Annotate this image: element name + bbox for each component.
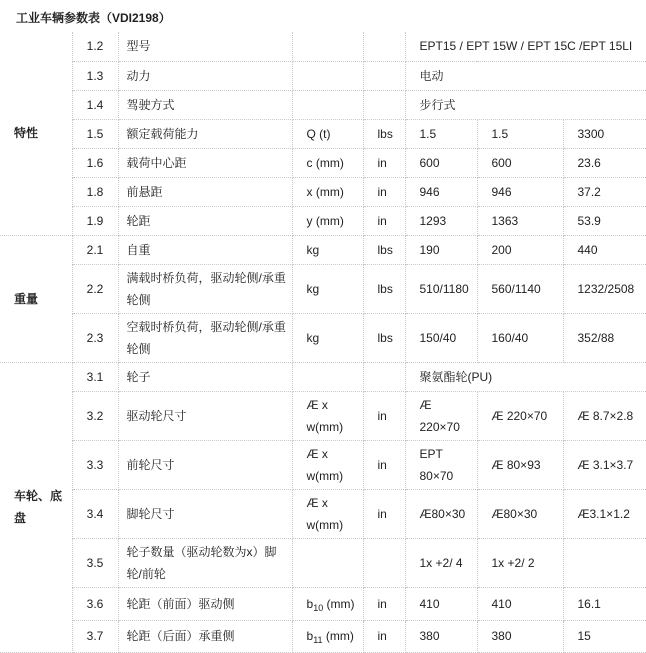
page-title: 工业车辆参数表（VDI2198） [16,11,171,25]
table-row: 1.3 动力 电动 [0,61,646,90]
table-row: 重量 2.1 自重 kg lbs 190 200 440 [0,235,646,264]
table-row: 1.4 驾驶方式 步行式 [0,90,646,119]
table-row: 车轮、底盘 3.1 轮子 聚氨酯轮(PU) [0,362,646,391]
table-row: 3.2 驱动轮尺寸 Æ x w(mm) in Æ 220×70 Æ 220×70 Æ 8.7×2.8 [0,391,646,440]
table-row: 2.2 满载时桥负荷，驱动轮侧/承重轮侧 kg lbs 510/1180 560/1140 1232/2508 [0,264,646,313]
group-label-characteristics: 特性 [0,32,72,235]
table-row: 1.5 额定载荷能力 Q (t) lbs 1.5 1.5 3300 [0,119,646,148]
spec-table [0,32,646,653]
group-label-weight: 重量 [0,235,72,362]
table-row: 2.3 空载时桥负荷，驱动轮侧/承重轮侧 kg lbs 150/40 160/40 352/88 [0,313,646,362]
table-row: 3.6 轮距（前面）驱动侧 $b_{10}$ (mm) in 410 410 16.1 [0,587,646,620]
table-row: 1.8 前悬距 x (mm) in 946 946 37.2 [0,177,646,206]
table-row: 1.9 轮距 y (mm) in 1293 1363 53.9 [0,206,646,235]
table-row: 特性 1.2 型号 EPT15 / EPT 15W / EPT 15C /EPT 15LI [0,32,646,61]
model-value: EPT15 / EPT 15W / EPT 15C /EPT 15LI [405,32,646,61]
group-label-wheels-chassis: 车轮、底盘 [0,362,72,652]
table-row: 1.6 载荷中心距 c (mm) in 600 600 23.6 [0,148,646,177]
table-row: 3.7 轮距（后面）承重侧 $b_{11}$ (mm) in 380 380 15 [0,620,646,652]
table-row: 3.3 前轮尺寸 Æ x w(mm) in EPT 80×70 Æ 80×93 Æ 3.1×3.7 [0,440,646,489]
table-row: 3.5 轮子数量（驱动轮数为x）脚轮/前轮 1x +2/ 4 1x +2/ 2 [0,538,646,587]
table-row: 3.4 脚轮尺寸 Æ x w(mm) in Æ80×30 Æ80×30 Æ3.1×1.2 [0,489,646,538]
